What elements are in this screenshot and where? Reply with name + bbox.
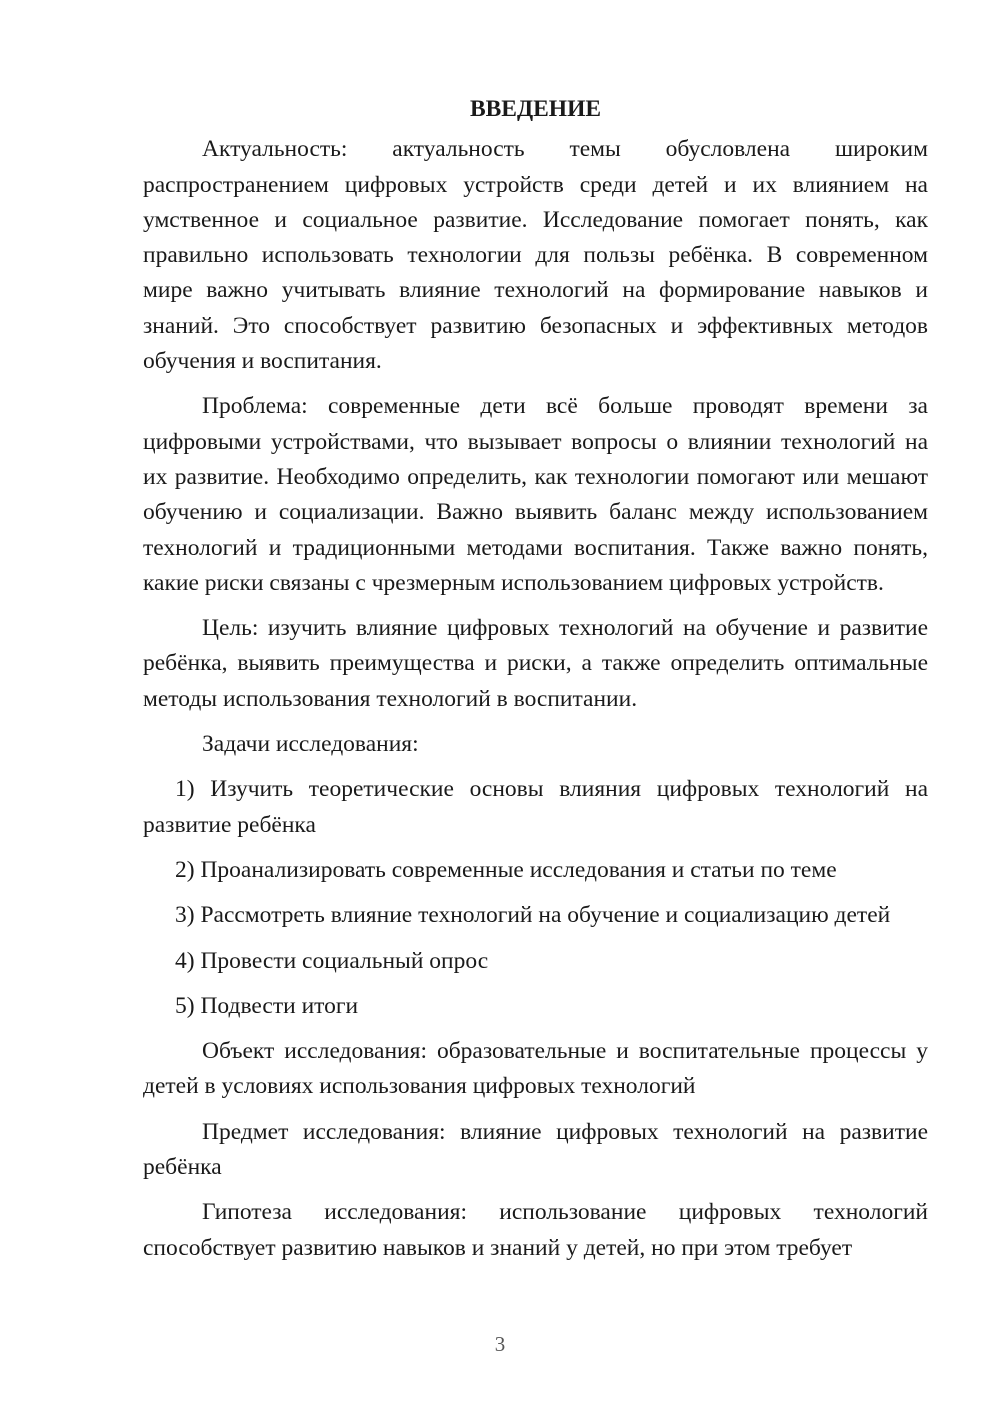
task-item: 2) Проанализировать современные исследования и статьи по теме (175, 856, 837, 883)
task-item: 5) Подвести итоги (175, 992, 359, 1019)
section-title: ВВЕДЕНИЕ (469, 96, 602, 122)
paragraph-object: Объект исследования: образовательные и воспитательные процессы у детей в условиях использования цифровых технологий (143, 1038, 928, 1100)
document-body (143, 92, 928, 1276)
page-number: 3 (494, 1332, 506, 1356)
paragraph-relevance: Актуальность: актуальность темы обусловлена широким распространением цифровых устройств среди детей и их влиянием на умственное и социальное развитие. Исследование помогает понять, как правильно использовать технологии для пользы ребёнка. В современном мире важно учитывать влияние технологий на формирование навыков и знаний. Это способствует развитию безопасных и эффективных методов обучения и воспитания. (143, 136, 928, 375)
task-item: 1) Изучить теоретические основы влияния цифровых технологий на развитие ребёнка (143, 776, 928, 838)
task-item: 3) Рассмотреть влияние технологий на обучение и социализацию детей (175, 902, 891, 929)
paragraph-tasks-heading: Задачи исследования: (202, 731, 419, 758)
paragraph-goal: Цель: изучить влияние цифровых технологий на обучение и развитие ребёнка, выявить преимущества и риски, а также определить оптимальные методы использования технологий в воспитании. (143, 615, 928, 712)
paragraph-subject: Предмет исследования: влияние цифровых технологий на развитие ребёнка (143, 1118, 928, 1181)
paragraph-problem: Проблема: современные дети всё больше проводят времени за цифровыми устройствами, что вызывает вопросы о влиянии технологий на их развитие. Необходимо определить, как технологии помогают или мешают обучению и социализации. Важно выявить баланс между использованием технологий и традиционными методами воспитания. Также важно понять, какие риски связаны с чрезмерным использованием цифровых устройств. (143, 393, 928, 596)
task-item: 4) Провести социальный опрос (175, 947, 489, 974)
paragraph-hypothesis: Гипотеза исследования: использование цифровых технологий способствует развитию навыков и знаний у детей, но при этом требует (143, 1199, 928, 1261)
